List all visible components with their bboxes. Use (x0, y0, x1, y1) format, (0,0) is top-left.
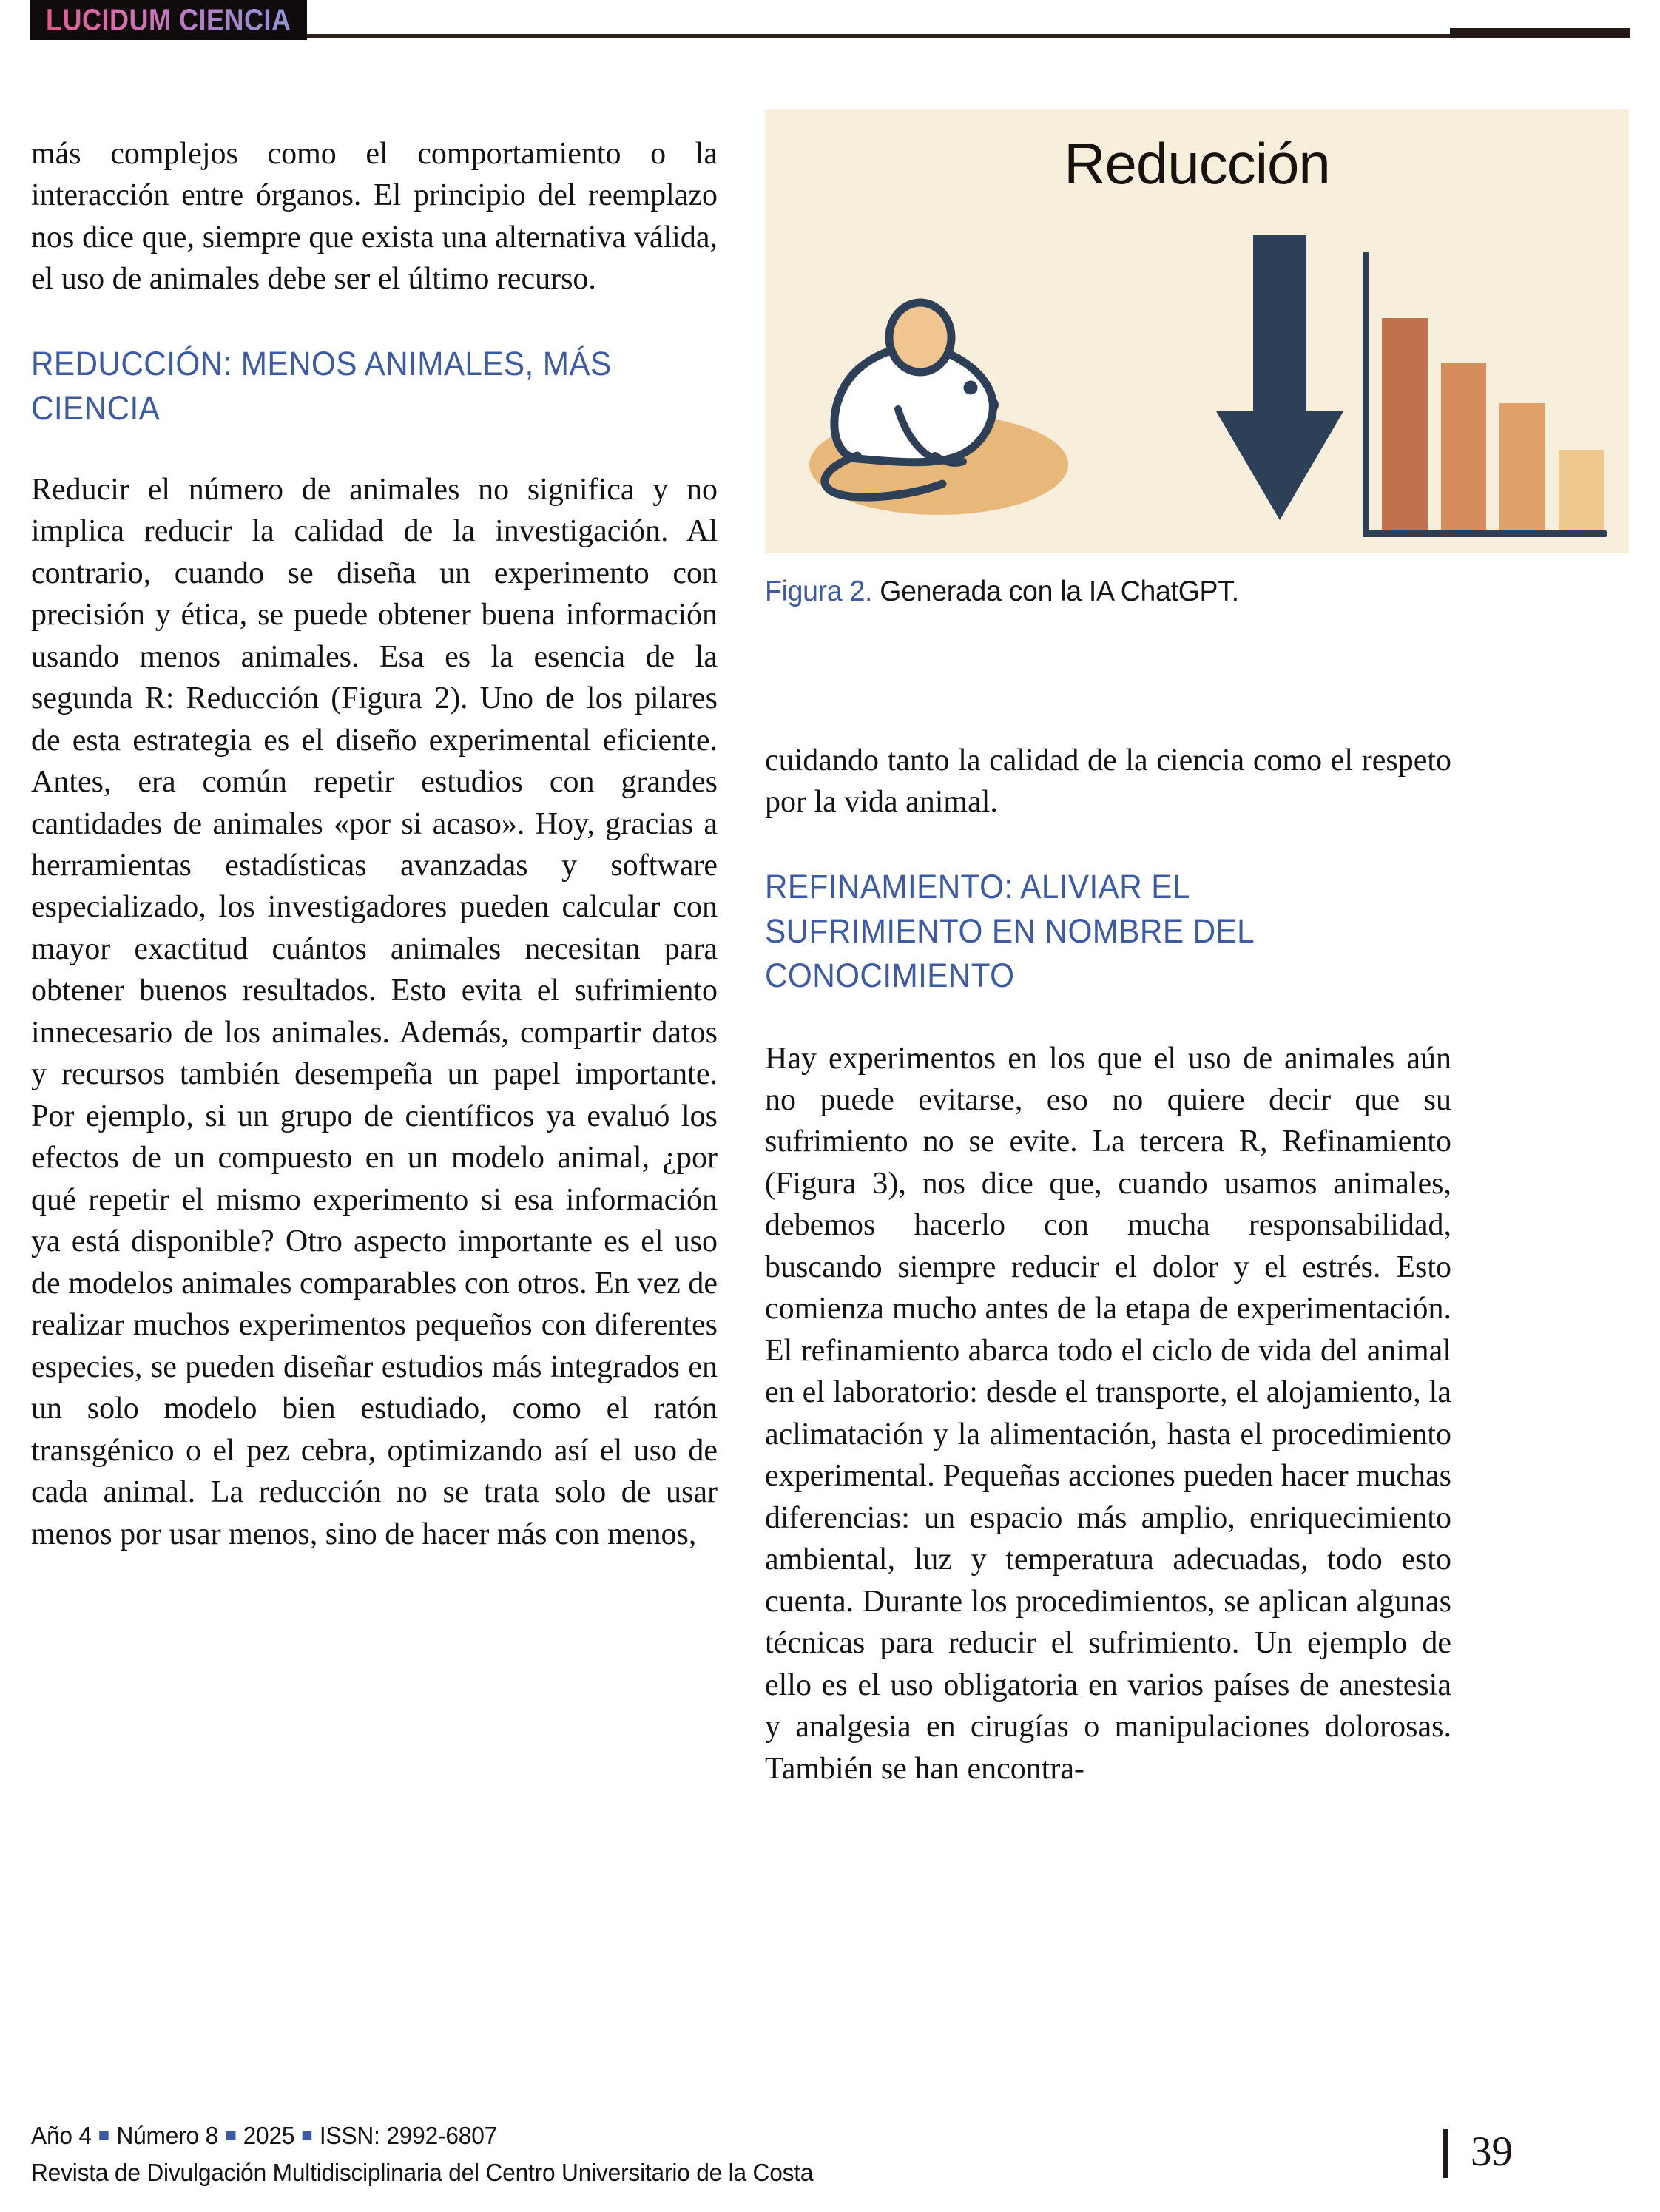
footer-line-1 (31, 2117, 813, 2154)
bullet-icon (99, 2131, 108, 2140)
bullet-icon (303, 2131, 311, 2140)
left-paragraph-2: Reducir el número de animales no significa y no implica reducir la calidad de la investigación. Al contrario, cuando se diseña un experimento con precisión y ética, se puede obtener buena información usando menos animales. Esa es la esencia de la segunda R: Reducción (Figura 2). Uno de los pilares de esta estrategia es el diseño experimental eficiente. Antes, era común repetir estudios con grandes cantidades de animales «por si acaso». Hoy, gracias a herramientas estadísticas avanzadas y software especializado, los investigadores pueden calcular con mayor exactitud cuántos animales necesitan para obtener buenos resultados. Esto evita el sufrimiento innecesario de los animales. Además, compartir datos y recursos también desempeña un papel importante. Por ejemplo, si un grupo de científicos ya evaluó los efectos de un compuesto en un modelo animal, ¿por qué repetir el mismo experimento si esa información ya está disponible? Otro aspecto importante es el uso de modelos animales comparables con otros. En vez de realizar muchos experimentos pequeños con diferentes especies, se pueden diseñar estudios más integrados en un solo modelo bien estudiado, como el ratón transgénico o el pez cebra, optimizando así el uso de cada animal. La reducción no se trata solo de usar menos por usar menos, sino de hacer más con menos, (31, 472, 718, 1551)
figure-image-title: Reducción (1064, 131, 1330, 196)
page-footer (31, 2117, 1629, 2199)
footer-year: Año 4 (31, 2122, 92, 2149)
figure-caption-text: Generada con la IA ChatGPT. (880, 576, 1239, 607)
footer-imprint (31, 2117, 813, 2191)
section-heading-refinamiento: REFINAMIENTO: ALIVIAR EL SUFRIMIENTO EN NOMBRE DEL CONOCIMIENTO (765, 867, 1254, 994)
figure-2-image (765, 109, 1629, 553)
publication-logo-label: LUCIDUM CIENCIA (46, 2, 291, 37)
left-column (31, 133, 718, 1555)
publication-logo (30, 0, 307, 40)
figure-2-caption (765, 576, 1594, 608)
right-paragraph-2: Hay experimentos en los que el uso de animales aún no puede evitarse, eso no quiere decir que su sufrimiento no se evite. La tercera R, Refinamiento (Figura 3), nos dice que, cuando usamos animales, debemos hacerlo con mucha responsabilidad, buscando siempre reducir el dolor y el estrés. Esto comienza mucho antes de la etapa de experimentación. El refinamiento abarca todo el ciclo de vida del animal en el laboratorio: desde el transporte, el alojamiento, la aclimatación y la alimentación, hasta el procedimiento experimental. Pequeñas acciones pueden hacer muchas diferencias: un espacio más amplio, enriquecimiento ambiental, luz y temperatura adecuadas, todo esto cuenta. Durante los procedimientos, se aplican algunas técnicas para reducir el sufrimiento. Un ejemplo de ello es el uso obligatoria en varios países de anestesia y analgesia en cirugías o manipulaciones dolorosas. También se han encontra- (765, 1041, 1451, 1786)
footer-issn: ISSN: 2992-6807 (319, 2122, 498, 2149)
section-heading-reduccion-wrap (31, 342, 718, 431)
down-arrow-icon (1206, 235, 1354, 531)
chart-bar (1441, 363, 1487, 530)
right-column (765, 740, 1451, 1790)
page-number: 39 (1471, 2128, 1513, 2175)
bullet-icon (226, 2131, 235, 2140)
running-head (0, 0, 1660, 52)
mouse-illustration-icon (787, 243, 1098, 524)
page-number-rule (1443, 2129, 1448, 2178)
chart-bar (1382, 318, 1428, 530)
figure-2 (765, 109, 1629, 608)
footer-issue: Número 8 (116, 2122, 219, 2149)
chart-x-axis (1363, 530, 1607, 537)
chart-bar (1559, 450, 1605, 530)
section-heading-refinamiento-wrap (765, 865, 1451, 998)
header-rule-thick (1450, 28, 1630, 38)
figure-caption-label: Figura 2. (765, 576, 873, 607)
chart-bars (1382, 286, 1604, 530)
footer-date: 2025 (243, 2122, 295, 2149)
chart-y-axis (1363, 252, 1369, 537)
chart-bar (1499, 403, 1545, 530)
section-heading-reduccion: REDUCCIÓN: MENOS ANIMALES, MÁS CIENCIA (31, 344, 612, 427)
figure-bar-chart (1363, 241, 1607, 537)
left-paragraph-1: más complejos como el comportamiento o la interacción entre órganos. El principio del reemplazo nos dice que, siempre que exista una alternativa válida, el uso de animales debe ser el último recurso. (31, 137, 718, 297)
footer-line-2: Revista de Divulgación Multidisciplinaria del Centro Universitario de la Costa (31, 2159, 814, 2187)
right-paragraph-1: cuidando tanto la calidad de la ciencia como el respeto por la vida animal. (765, 743, 1451, 820)
